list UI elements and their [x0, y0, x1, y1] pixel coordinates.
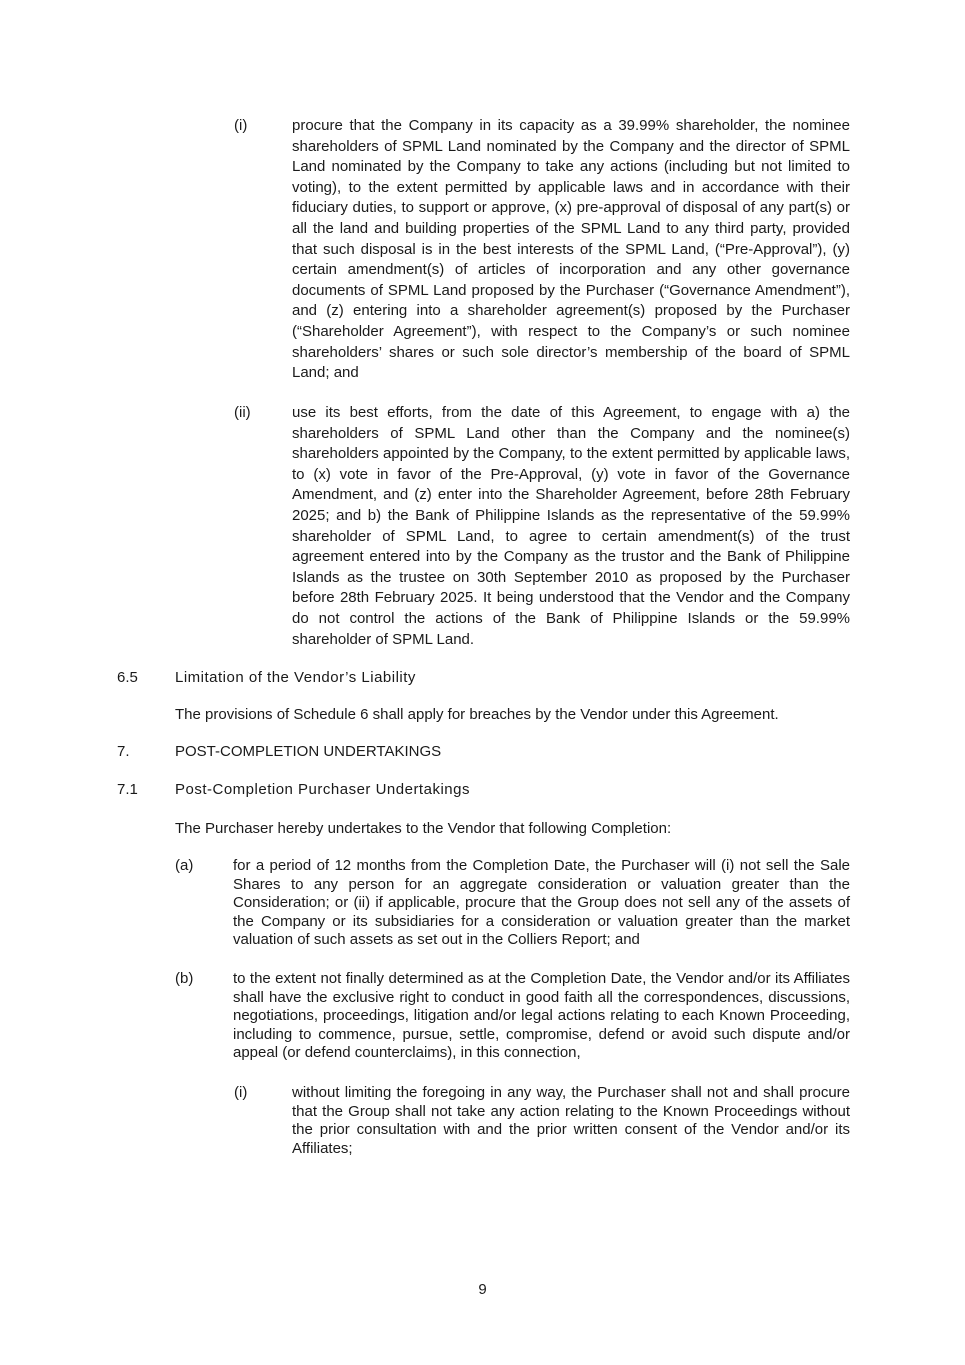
- section-title: Limitation of the Vendor’s Liability: [175, 669, 416, 686]
- clause-number: (ii): [234, 404, 251, 421]
- section-number: 7.1: [117, 781, 138, 798]
- clause-text: without limiting the foregoing in any way, the Purchaser shall not and shall procure that the Group shall not take any action relating to the Known Proceedings without the prior consultation with and the prior written consent of the Vendor and/or its Affiliates;: [292, 1084, 850, 1157]
- clause-text: use its best efforts, from the date of this Agreement, to engage with a) the shareholders of SPML Land other than the Company and the nominee(s) shareholders appointed by the Company, to the extent permitted by applicable laws, to (x) vote in favor of the Pre-Approval, (y) vote in favor of the Governance Amendment, and (z) enter into the Shareholder Agreement, before 28th February 2025; and b) the Bank of Philippine Islands as the representative of the 59.99% shareholder of SPML Land, to agree to certain amendment(s) of the trust agreement entered into by the Company as the trustor and the Bank of Philippine Islands as the trustee on 30th September 2010 as proposed by the Purchaser before 28th February 2025. It being understood that the Vendor and the Company do not control the actions of the Bank of Philippine Islands or the 59.99% shareholder of SPML Land.: [292, 404, 850, 648]
- section-number: 6.5: [117, 669, 138, 686]
- page-number: 9: [478, 1281, 487, 1298]
- clause-number: (b): [175, 970, 194, 987]
- clause-ii-best-efforts: [234, 403, 850, 650]
- section-title: POST-COMPLETION UNDERTAKINGS: [175, 743, 442, 760]
- clause-i-procure: [234, 116, 850, 384]
- section-number: 7.: [117, 743, 130, 760]
- section-7-1-text: The Purchaser hereby undertakes to the Vendor that following Completion:: [175, 820, 672, 837]
- clause-b: [175, 970, 850, 1063]
- clause-text: procure that the Company in its capacity as a 39.99% shareholder, the nominee shareholders of SPML Land nominated by the Company and the director of SPML Land nominated by the Company to take any actions (including but not limited to voting), to the extent permitted by applicable laws and in accordance with their fiduciary duties, to support or approve, (x) pre-approval of disposal of any part(s) or all the land and building properties of the SPML Land to any third party, provided that such disposal is in the best interests of the SPML Land, (“Pre-Approval”), (y) certain amendment(s) of articles of incorporation and any other governance documents of SPML Land proposed by the Purchaser (“Governance Amendment”), and (z) entering into a shareholder agreement(s) proposed by the Purchaser (“Shareholder Agreement”), with respect to the Company’s or such nominee shareholders’ shares or such sole director’s membership of the board of SPML Land; and: [292, 117, 850, 382]
- clause-text: for a period of 12 months from the Completion Date, the Purchaser will (i) not sell the Sale Shares to any person for an aggregate consideration or valuation greater than the Consideration; or (ii) if applicable, procure that the Group does not sell any of the assets of the Company or its subsidiaries for a consideration or valuation greater than the market valuation of such assets as set out in the Colliers Report; and: [233, 857, 850, 949]
- clause-a: [175, 857, 850, 950]
- clause-b-i: [234, 1084, 850, 1158]
- clause-number: (i): [234, 117, 248, 134]
- section-title: Post-Completion Purchaser Undertakings: [175, 781, 470, 798]
- clause-number: (a): [175, 857, 194, 874]
- clause-number: (i): [234, 1084, 248, 1101]
- section-6-5-text: The provisions of Schedule 6 shall apply for breaches by the Vendor under this Agreement.: [175, 706, 779, 723]
- clause-text: to the extent not finally determined as at the Completion Date, the Vendor and/or its Affiliates shall have the exclusive right to conduct in good faith all the correspondences, discussions, negotiations, proceedings, litigation and/or legal actions relating to each Known Proceeding, including to commence, pursue, settle, compromise, defend or avoid such dispute and/or appeal (or defend counterclaims), in this connection,: [233, 970, 850, 1062]
